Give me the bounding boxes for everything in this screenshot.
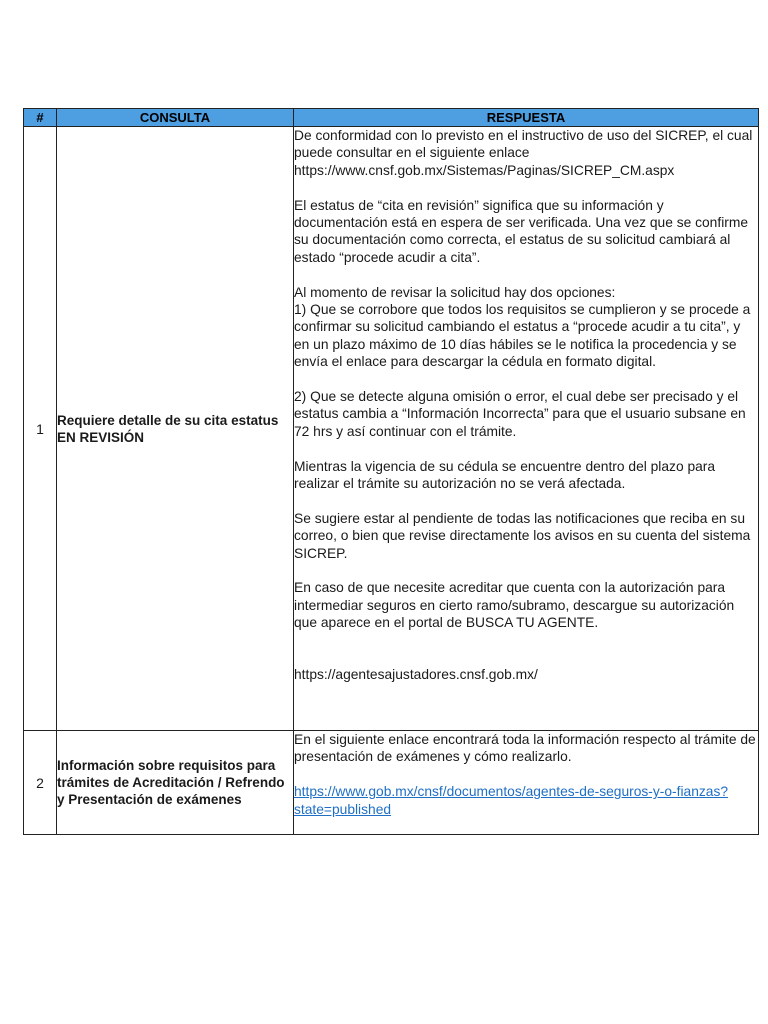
respuesta-cell [294, 127, 759, 731]
answer-paragraph: El estatus de “cita en revisión” significa que su información y documentación está en espera de ser verificada. Una vez que se confirme su documentación como correcta, el estatus de su solicitud cambiará al estado “procede acudir a cita”. [294, 197, 749, 265]
header-row [24, 109, 759, 127]
examenes-link[interactable]: https://www.gob.mx/cnsf/documentos/agentes-de-seguros-y-o-fianzas?state=published [294, 784, 729, 817]
option-two: 2) Que se detecte alguna omisión o error, el cual debe ser precisado y el estatus cambia a “Información Incorrecta” para que el usuario subsane en 72 hrs y así continuar con el trámite. [294, 389, 746, 439]
consulta-cell: Requiere detalle de su cita estatus EN REVISIÓN [57, 127, 294, 731]
answer-paragraph: Mientras la vigencia de su cédula se encuentre dentro del plazo para realizar el trámite su autorización no se verá afectada. [294, 458, 716, 492]
table-row [24, 127, 759, 731]
faq-table [23, 108, 759, 835]
option-one: 1) Que se corrobore que todos los requisitos se cumplieron y se procede a confirmar su solicitud cambiando el estatus a “procede acudir a tu cita”, y en un plazo máximo de 10 días hábiles se le notifica la procedencia y se envía el enlace para descargar la cédula en formato digital. [294, 302, 751, 370]
header-num: # [24, 109, 57, 127]
busca-agente-url: https://agentesajustadores.cnsf.gob.mx/ [294, 667, 538, 683]
table-row [24, 731, 759, 835]
answer-paragraph: Se sugiere estar al pendiente de todas las notificaciones que reciba en su correo, o bien que revise directamente los avisos en su cuenta del sistema SICREP. [294, 510, 751, 561]
answer-paragraph [294, 284, 758, 371]
consulta-cell: Información sobre requisitos para trámites de Acreditación / Refrendo y Presentación de exámenes [57, 731, 294, 835]
answer-paragraph: En el siguiente enlace encontrará toda la información respecto al trámite de presentación de exámenes y cómo realizarlo. [294, 732, 756, 765]
header-consulta: CONSULTA [57, 109, 294, 127]
respuesta-cell [294, 731, 759, 835]
answer-paragraph: De conformidad con lo previsto en el instructivo de uso del SICREP, el cual puede consultar en el siguiente enlace https://www.cnsf.gob.mx/Sistemas/Paginas/SICREP_CM.aspx [294, 128, 753, 178]
row-number: 1 [24, 127, 57, 731]
link-paragraph [294, 783, 758, 818]
options-intro: Al momento de revisar la solicitud hay dos opciones: [294, 284, 616, 300]
answer-paragraph: En caso de que necesite acreditar que cuenta con la autorización para intermediar seguros en cierto ramo/subramo, descargue su autorización que aparece en el portal de BUSCA TU AGENTE. [294, 580, 735, 631]
header-respuesta: RESPUESTA [294, 109, 759, 127]
row-number: 2 [24, 731, 57, 835]
